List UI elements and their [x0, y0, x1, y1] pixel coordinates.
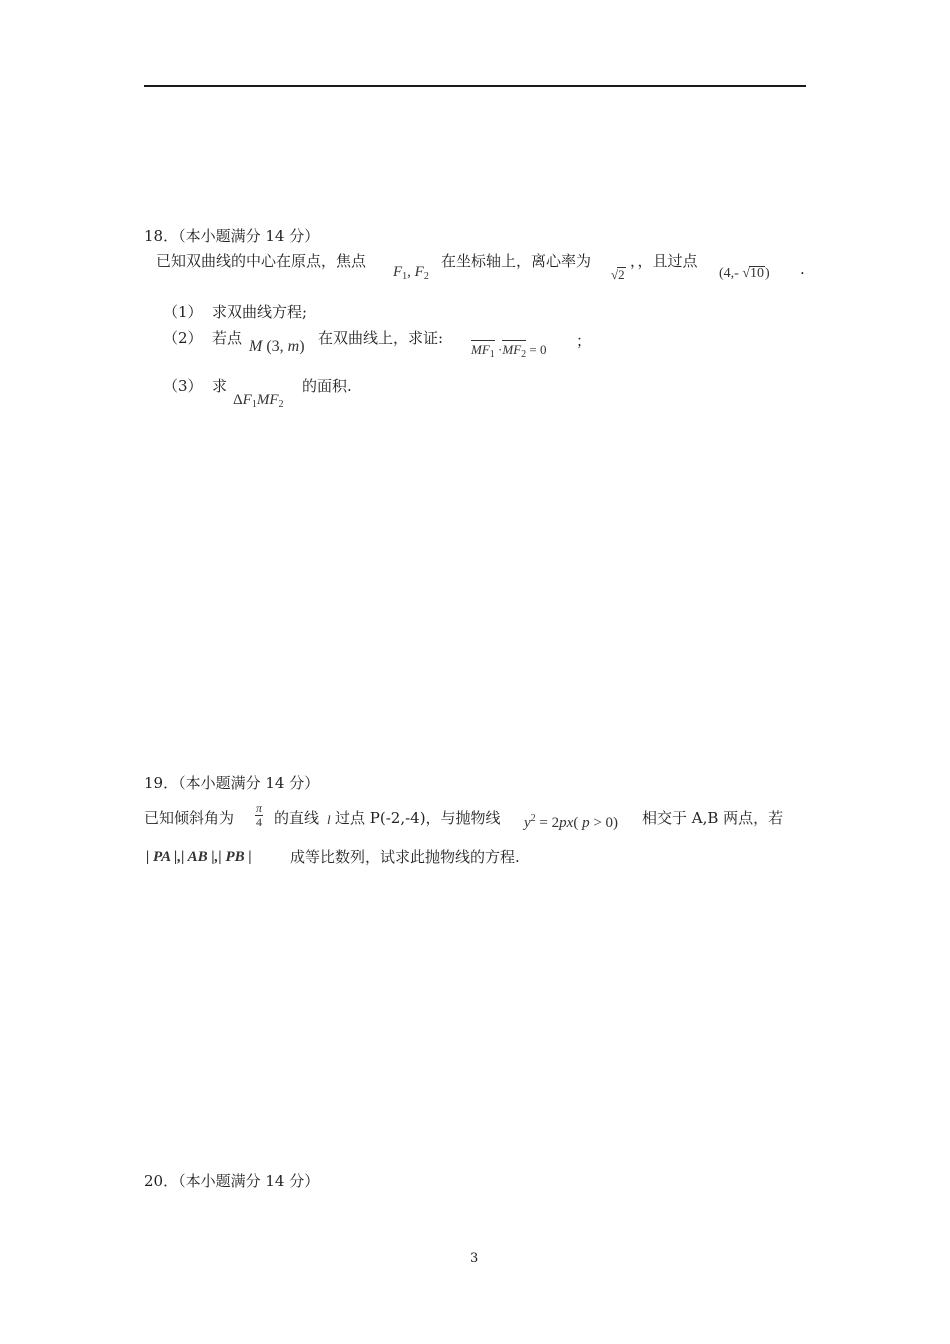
q18-triangle: $\Delta F_1MF_2$	[233, 392, 284, 410]
q18-part1-number: （1）	[163, 303, 203, 321]
q19-text-e: 成等比数列，试求此抛物线的方程.	[290, 848, 520, 866]
q19-text-d: 相交于 A,B 两点，若	[642, 809, 784, 827]
q19-parabola: $y^2 = 2px$( p > 0)	[524, 813, 619, 831]
q18-part3-text-b: 的面积.	[302, 377, 352, 395]
q19-text-a: 已知倾斜角为	[144, 809, 235, 827]
q18-part3-text-a: 求	[212, 377, 228, 395]
q18-intro-c: ，，且过点	[630, 252, 698, 270]
q18-part3-number: （3）	[163, 377, 203, 395]
q18-intro-a: 已知双曲线的中心在原点，焦点	[156, 252, 367, 270]
q19-segments: | PA |,| AB |,| PB |	[146, 849, 252, 865]
q18-foci: $F_1$, $F_2$	[393, 264, 429, 282]
page-number: 3	[470, 1251, 479, 1266]
q19-fraction: $\frac{\pi}{4}$	[256, 801, 263, 830]
q18-part2-number: （2）	[163, 329, 203, 347]
q18-vector-equation: $MF_1 \cdot MF_2 = 0$	[471, 342, 547, 360]
q19-heading: 19．（本小题满分 14 分）	[144, 774, 320, 792]
q18-eccentricity: √2	[611, 267, 625, 282]
q18-part2-text-b: 在双曲线上，求证:	[318, 329, 444, 347]
q20-heading: 20．（本小题满分 14 分）	[144, 1172, 320, 1190]
q19-text-c: 过点 P(-2,-4)，与抛物线	[335, 809, 501, 827]
q18-part2-text-a: 若点	[212, 329, 243, 347]
q19-line-l: l	[327, 812, 331, 827]
q18-part2-end: ；	[576, 332, 592, 350]
q18-heading: 18．（本小题满分 14 分）	[144, 227, 320, 245]
header-rule	[144, 85, 806, 87]
q18-point-m: M (3, m)	[249, 338, 305, 355]
q18-point: (4,- √10)	[719, 266, 770, 281]
q18-intro-b: 在坐标轴上，离心率为	[441, 252, 592, 270]
q19-text-b: 的直线	[274, 809, 320, 827]
q18-part1-text: 求双曲线方程;	[212, 303, 308, 321]
q18-intro	[156, 254, 366, 269]
q18-intro-d: .	[800, 260, 805, 278]
